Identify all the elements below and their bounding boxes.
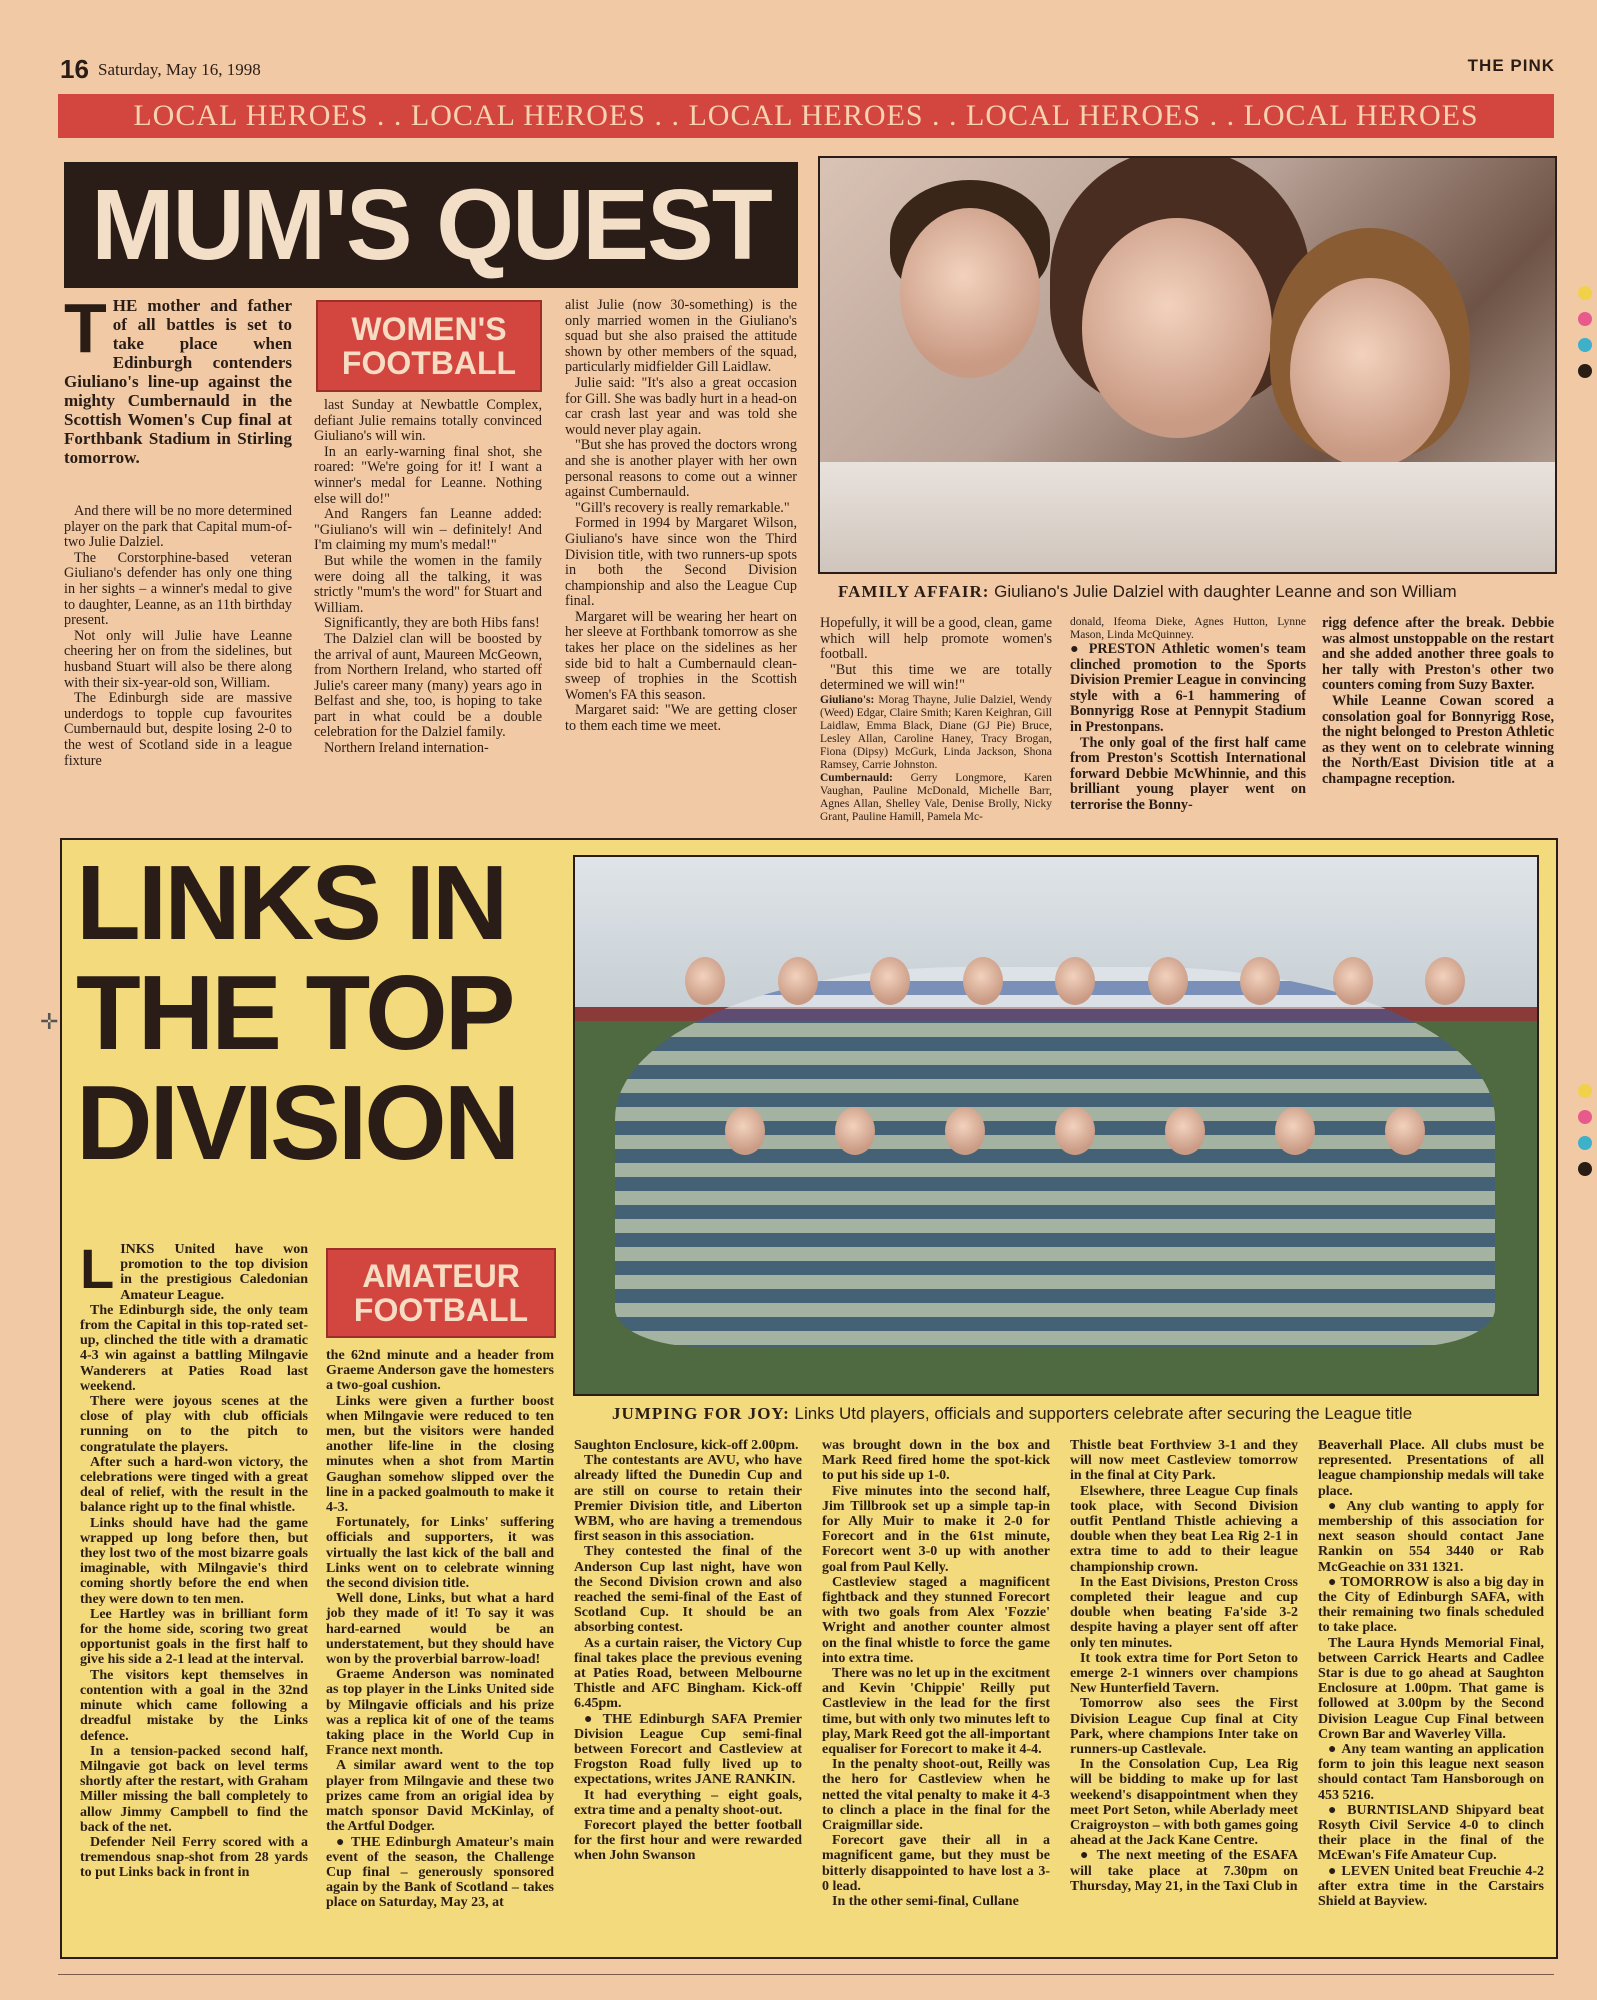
registration-mark-icon: ✛ [40, 1010, 59, 1035]
paragraph: The Edinburgh side, the only team from the Capital in this top-rated set-up, clinched the title with a dramatic 4-3 win against a battling Milngavie Wanderers at Paties Road last weekend. [80, 1302, 308, 1394]
badge-line: WOMEN'S [351, 311, 507, 347]
paragraph: The Edinburgh side are massive underdogs to topple cup favourites Cumbernauld but, despite losing 2-0 to the west of Scotland side in a league fixture [64, 690, 292, 769]
story1-column-3 [565, 298, 797, 824]
paragraph: Northern Ireland internation- [324, 740, 489, 757]
paragraph: A similar award went to the top player from Milngavie and these two prizes came from an origial idea by match sponsor David McKinlay, of the Artful Dodger. [326, 1758, 554, 1835]
story1-column-1 [64, 504, 292, 824]
story1-headline: MUM'S QUEST [64, 162, 798, 288]
bottom-rule [58, 1974, 1554, 1975]
paragraph: rigg defence after the break. Debbie was almost unstoppable on the restart and she added another three goals to her tally with Preston's other two counters coming from Suzy Baxter. [1322, 616, 1554, 694]
paragraph: It had everything – eight goals, extra time and a penalty shoot-out. [574, 1787, 802, 1818]
story2-headline [76, 844, 554, 1182]
amateur-football-badge [326, 1248, 556, 1338]
story1-column-4 [820, 616, 1052, 826]
photo-figure [725, 1107, 1425, 1167]
issue-date: Saturday, May 16, 1998 [98, 60, 261, 79]
paragraph: As a curtain raiser, the Victory Cup final takes place the previous evening at Paties Road, between Melbourne Thistle and AFC Bingham. Kick-off 6.45pm. [574, 1635, 802, 1712]
color-dot-icon [1578, 364, 1592, 378]
color-dot-icon [1578, 286, 1592, 300]
team-photo [573, 855, 1539, 1396]
paragraph: "But this time we are totally determined we will win!" [820, 661, 1052, 694]
squad-label: Cumbernauld: [820, 771, 893, 784]
squad-list [820, 772, 1052, 824]
lede-text: INKS United have won promotion to the top division in the prestigious Caledonian Amateur League. [120, 1242, 308, 1303]
caption-text: Links Utd players, officials and supporters celebrate after securing the League title [794, 1404, 1413, 1423]
badge-line: FOOTBALL [353, 1292, 529, 1328]
story2-column-5 [1070, 1438, 1298, 1946]
headline-line: LINKS IN [76, 844, 506, 962]
paragraph: In an early-warning final shot, she roared: "We're going for it! I want a winner's medal for Leanne. Nothing else will do!" [314, 443, 542, 507]
paragraph: Defender Neil Ferry scored with a tremendous snap-shot from 28 yards to put Links back in front in [80, 1834, 308, 1881]
squad-names: Gerry Longmore, Karen Vaughan, Pauline McDonald, Michelle Barr, Agnes Allan, Shelley Vale, Denise Brolly, Nicky Grant, Pauline Hamill, Pamela Mc- [820, 771, 1052, 823]
paragraph: The visitors kept themselves in contention with a goal in the 32nd minute which came following a dreadful mistake by the Links defence. [80, 1667, 308, 1744]
paragraph: Fortunately, for Links' suffering officials and supporters, it was virtually the last kick of the ball and Links went on to celebrate winning the second division title. [326, 1515, 554, 1592]
paragraph: Forecort gave their all in a magnificent game, but they must be bitterly disappointed to have lost a 3-0 lead. [822, 1833, 1050, 1894]
paragraph: Graeme Anderson was nominated as top player in the Links United side by Milngavie officials and his prize was a replica kit of one of the teams taking place in the World Cup in France next month. [326, 1667, 554, 1759]
paragraph: In the penalty shoot-out, Reilly was the hero for Castleview when he netted the vital penalty to make it 4-3 to clinch a place in the final for the Craigmillar side. [822, 1757, 1050, 1834]
paragraph: ● Any team wanting an application form to join this league next season should contact Tam Hansborough on 453 5216. [1318, 1742, 1544, 1803]
paragraph: The contestants are AVU, who have already lifted the Dunedin Cup and are still on course to retain their Premier Division title, and Liberton WBM, who are having a tremendous first season in this association. [574, 1453, 802, 1545]
paragraph: the 62nd minute and a header from Graeme Anderson gave the homesters a two-goal cushion. [326, 1348, 554, 1394]
paper-name: THE PINK [1467, 56, 1555, 75]
paragraph: Beaverhall Place. All clubs must be represented. Presentations of all league championship medals will take place. [1318, 1438, 1544, 1499]
paragraph: The Dalziel clan will be boosted by the arrival of aunt, Maureen McGeown, from Northern Ireland, who started off Julie's career many (many) years ago in Belfast and she, too, is hoping to take part in what could be a double celebration for the Dalziel family. [314, 630, 542, 741]
lede-text: HE mother and father of all battles is set to take place when Edinburgh contenders Giuliano's line-up against the mighty Cumbernauld in the Scottish Women's Cup final at Forthbank Stadium in Stirling tomorrow. [64, 296, 292, 467]
paragraph: Formed in 1994 by Margaret Wilson, Giuliano's have since won the Third Division title, with two runners-up spots in both the Second Division championship and also the League Cup final. [565, 515, 797, 610]
family-photo [818, 156, 1557, 574]
paragraph: There were joyous scenes at the close of play with club officials running on to the pitch to congratulate the players. [80, 1394, 308, 1455]
womens-football-badge [316, 300, 542, 392]
paragraph: Margaret will be wearing her heart on her sleeve at Forthbank tomorrow as she takes her place on the sidelines as her side bid to halt a Cumbernauld clean-sweep of trophies in the Scottish Women's FA this season. [565, 608, 797, 703]
paragraph: ● THE Edinburgh Amateur's main event of the season, the Challenge Cup final – generously sponsored again by the Bank of Scotland – takes place on Saturday, May 23, at [326, 1834, 554, 1911]
paragraph: Julie said: "It's also a great occasion for Gill. She was badly hurt in a head-on car crash last year and was told she would never play again. [565, 374, 797, 438]
color-dot-icon [1578, 312, 1592, 326]
paragraph: "But she has proved the doctors wrong and she is another player with her own personal reasons to come out a winner against Cumbernauld. [565, 437, 797, 501]
story1-lede [64, 289, 292, 467]
story2-column-3 [574, 1438, 802, 1946]
headline-line: THE TOP [76, 954, 513, 1072]
paragraph: Significantly, they are both Hibs fans! [324, 615, 540, 632]
color-dot-icon [1578, 1110, 1592, 1124]
squad-label: Giuliano's: [820, 693, 875, 706]
paragraph: Five minutes into the second half, Jim Tillbrook set up a simple tap-in for Ally Muir to make it 2-0 for Forecort and in the 61st minute, Forecort went 3-0 up with another goal from Paul Kelly. [822, 1483, 1050, 1575]
story1-column-6 [1322, 616, 1554, 826]
photo-figure [820, 462, 1555, 572]
paragraph: ● LEVEN United beat Freuchie 4-2 after extra time in the Carstairs Shield at Bayview. [1318, 1863, 1544, 1910]
photo-figure [900, 208, 1040, 378]
photo1-caption [838, 582, 1457, 602]
story2-column-2 [326, 1348, 554, 1946]
paragraph: Thistle beat Forthview 3-1 and they will now meet Castleview tomorrow in the final at City Park. [1070, 1438, 1298, 1484]
paragraph: Tomorrow also sees the First Division League Cup final at City Park, where champions Inter take on runners-up Castlevale. [1070, 1696, 1298, 1758]
paragraph: Not only will Julie have Leanne cheering her on from the sidelines, but husband Stuart will also be there along with their six-year-old son, William. [64, 627, 292, 691]
paragraph: Forecort played the better football for the first hour and were rewarded when John Swanson [574, 1818, 802, 1864]
photo-figure [1290, 278, 1450, 468]
color-dot-icon [1578, 1136, 1592, 1150]
paragraph: In the East Divisions, Preston Cross completed their league and cup double when beating Fa'side 3-2 despite having a player sent off after only ten minutes. [1070, 1574, 1298, 1651]
paragraph: last Sunday at Newbattle Complex, defiant Julie remains totally convinced Giuliano's will win. [314, 398, 542, 445]
story1-column-2 [314, 398, 542, 824]
caption-label: FAMILY AFFAIR: [838, 582, 990, 601]
paragraph: Castleview staged a magnificent fightback and they stunned Forecort with two goals from Alex 'Fozzie' Wright and another counter almost on the final whistle to force the game into extra time. [822, 1574, 1050, 1666]
paragraph: ● PRESTON Athletic women's team clinched promotion to the Sports Division Premier League in convincing style with a 6-1 hammering of Bonnyrigg Rose at Pennypit Stadium in Prestonpans. [1070, 641, 1306, 735]
paragraph: In the other semi-final, Cullane [832, 1894, 1019, 1910]
paragraph: was brought down in the box and Mark Reed fired home the spot-kick to put his side up 1-0. [822, 1438, 1050, 1484]
paragraph: But while the women in the family were doing all the talking, it was strictly "mum's the word" for Stuart and William. [314, 552, 542, 616]
paragraph: After such a hard-won victory, the celebrations were tinged with a great deal of relief, with the result in the balance right up to the final whistle. [80, 1454, 308, 1516]
paragraph: And Rangers fan Leanne added: "Giuliano's will win – definitely! And I'm claiming my mum's medal!" [314, 506, 542, 554]
paragraph: Hopefully, it will be a good, clean, game which will help promote women's football. [820, 616, 1052, 663]
color-dot-icon [1578, 1162, 1592, 1176]
photo-figure [685, 957, 1465, 1077]
paragraph: Well done, Links, but what a hard job they made of it! To say it was hard-earned would be an understatement, but they should have won by the proverbial barrow-load! [326, 1591, 554, 1668]
paragraph: ● The next meeting of the ESAFA will take place at 7.30pm on Thursday, May 21, in the Taxi Club in [1070, 1848, 1298, 1894]
paragraph: While Leanne Cowan scored a consolation goal for Bonnyrigg Rose, the night belonged to Preston Athletic as they went on to celebrate winning the North/East Division title at a champagne reception. [1322, 692, 1554, 787]
paragraph: Links were given a further boost when Milngavie were reduced to ten men, but the visitors were handed another life-line in the closing minutes when a shot from Martin Gaughan somehow slipped over the line in a packed goalmouth to make it 4-3. [326, 1393, 554, 1516]
drop-cap: T [64, 289, 107, 367]
squad-list [820, 694, 1052, 772]
color-dot-icon [1578, 1084, 1592, 1098]
paragraph: Links should have had the game wrapped up long before then, but they lost two of the most bizarre goals imaginable, with Milngavie's third coming shortly before the end when they were down to ten men. [80, 1515, 308, 1607]
paragraph: ● TOMORROW is also a big day in the City of Edinburgh SAFA, with their remaining two finals scheduled to take place. [1318, 1574, 1544, 1636]
paragraph: Lee Hartley was in brilliant form for the home side, scoring two great opportunist goals in the first half to give his side a 2-1 lead at the interval. [80, 1606, 308, 1668]
page-number: 16 [60, 54, 89, 84]
paragraph: alist Julie (now 30-something) is the only married women in the Giuliano's squad but she also praised the attitude shown by other members of the squad, particularly midfielder Gill Laidlaw. [565, 298, 797, 376]
drop-cap: L [80, 1242, 115, 1300]
paragraph: It took extra time for Port Seton to emerge 2-1 winners over champions New Hunterfield Tavern. [1070, 1650, 1298, 1697]
paragraph: Elsewhere, three League Cup finals took place, with Second Division outfit Pentland Thistle achieving a double when they beat Lea Rig 2-1 in extra time to add to their league championship crown. [1070, 1483, 1298, 1575]
paragraph: The only goal of the first half came from Preston's Scottish International forward Debbie McWhinnie, and this brilliant young player went on terrorise the Bonny- [1070, 734, 1306, 813]
story2-column-4 [822, 1438, 1050, 1946]
paragraph: They contested the final of the Anderson Cup last night, have won the Second Division crown and also reached the semi-final of the East of Scotland Cup. It should be an absorbing contest. [574, 1544, 802, 1636]
paragraph: In the Consolation Cup, Lea Rig will be bidding to make up for last weekend's disappointment when they meet Port Seton, while Aberlady meet Craigroyston – with both games going ahead at the Jack Kane Centre. [1070, 1757, 1298, 1849]
paragraph: ● BURNTISLAND Shipyard beat Rosyth Civil Service 4-0 to clinch their place in the final of the McEwan's Fife Amateur Cup. [1318, 1802, 1544, 1864]
paragraph: In a tension-packed second half, Milngavie got back on level terms shortly after the restart, with Graham Miller missing the ball completely to allow Jimmy Campbell to find the back of the net. [80, 1743, 308, 1835]
squad-names: Morag Thayne, Julie Dalziel, Wendy (Weed) Edgar, Claire Smith; Karen Keighran, Gill Laidlaw, Emma Black, Diane (GJ Pie) Bruce, Lesley Allan, Caroline Haney, Tracy Brogan, Fiona (Dipsy) McGurk, Linda Jackson, Shona Ramsey, Carrie Johnston. [820, 693, 1052, 771]
paragraph: Saughton Enclosure, kick-off 2.00pm. [574, 1438, 799, 1453]
story2-column-6 [1318, 1438, 1544, 1946]
squad-names: donald, Ifeoma Dieke, Agnes Hutton, Lynne Mason, Linda McQuinney. [1070, 616, 1306, 641]
photo2-caption [612, 1404, 1412, 1424]
badge-line: FOOTBALL [341, 345, 517, 381]
story2-column-1 [80, 1242, 308, 1946]
paragraph: "Gill's recovery is really remarkable." [575, 499, 790, 516]
story1-column-5 [1070, 616, 1306, 826]
lede [80, 1242, 308, 1303]
paragraph: The Corstorphine-based veteran Giuliano's defender has only one thing in her sights – a winner's medal to give to daughter, Leanne, as an 11th birthday present. [64, 549, 292, 629]
caption-text: Giuliano's Julie Dalziel with daughter Leanne and son William [994, 582, 1457, 601]
paragraph: The Laura Hynds Memorial Final, between Carrick Hearts and Cadlee Star is due to go ahead at Saughton Enclosure at 1.00pm. That game is followed at 3.00pm by the Second Division League Cup Final between Crown Bar and Waverley Villa. [1318, 1635, 1544, 1742]
headline-line: DIVISION [76, 1064, 518, 1182]
paragraph: ● Any club wanting to apply for membership of this association for next season should contact Jane Rankin on 554 3440 or Rab McGeachie on 331 1321. [1318, 1498, 1544, 1575]
color-dot-icon [1578, 338, 1592, 352]
paragraph: Margaret said: "We are getting closer to them each time we meet. [565, 702, 797, 735]
paragraph: There was no let up in the excitment and Kevin 'Chippie' Reilly put Castleview in the lead for the first time, but with only two minutes left to play, Mark Reed got the all-important equaliser for Forecort to make it 4-4. [822, 1666, 1050, 1758]
paragraph: And there will be no more determined player on the park that Capital mum-of-two Julie Dalziel. [64, 504, 292, 551]
section-banner: LOCAL HEROES . . LOCAL HEROES . . LOCAL HEROES . . LOCAL HEROES . . LOCAL HEROES [58, 94, 1554, 138]
caption-label: JUMPING FOR JOY: [612, 1404, 790, 1423]
paragraph: ● THE Edinburgh SAFA Premier Division League Cup semi-final between Forecort and Castleview at Frogston Road fully lived up to expectations, writes JANE RANKIN. [574, 1711, 802, 1788]
photo-figure [1082, 218, 1272, 438]
badge-line: AMATEUR [362, 1258, 520, 1294]
